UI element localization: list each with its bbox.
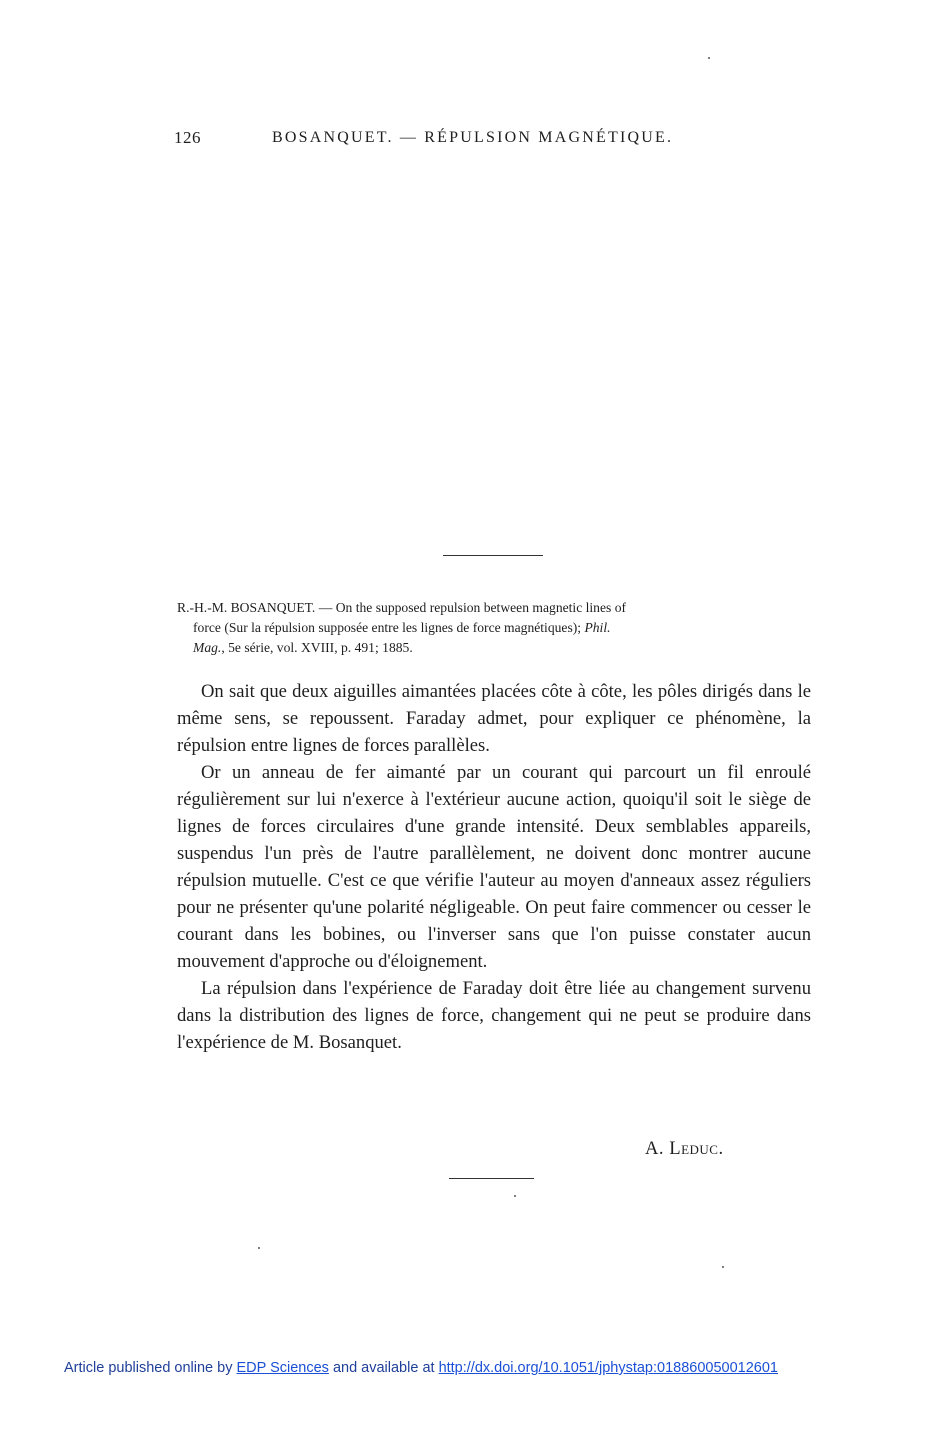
footer-middle: and available at	[332, 1360, 435, 1376]
journal-name-part2: Mag.	[193, 640, 222, 655]
print-speck	[708, 57, 710, 59]
paragraph: Or un anneau de fer aimanté par un courant qui parcourt un fil enroulé régulièrement sur lui n'exerce à l'extérieur aucune action, quoiqu'il soit le siège de lignes de forces circulaires d'une grande intensité. Deux semblables appareils, suspendus l'un près de l'autre parallèlement, ne doivent donc montrer aucune répulsion mutuelle. C'est ce que vérifie l'auteur au moyen d'anneaux assez réguliers pour ne présenter qu'une polarité négligeable. On peut faire commencer ou cesser le courant dans les bobines, ou l'inverser sans que l'on puisse constater aucun mouvement d'approche ou d'éloignement.	[177, 762, 811, 972]
bibliographic-reference	[177, 598, 813, 658]
page-number: 126	[174, 128, 201, 147]
author-signature	[645, 1138, 724, 1160]
print-speck	[514, 1195, 516, 1197]
running-head: BOSANQUET. — RÉPULSION MAGNÉTIQUE.	[272, 129, 674, 146]
doi-link[interactable]: http://dx.doi.org/10.1051/jphystap:018860050012601	[438, 1360, 778, 1376]
paragraph: La répulsion dans l'expérience de Faraday doit être liée au changement survenu dans la distribution des lignes de force, changement qui ne peut se produire dans l'expérience de M. Bosanquet.	[177, 978, 811, 1053]
print-speck	[258, 1247, 260, 1249]
print-speck	[722, 1266, 724, 1268]
section-rule-top	[443, 555, 543, 556]
article-body	[177, 678, 811, 1056]
reference-line-3-text: , 5e série, vol. XVIII, p. 491; 1885.	[221, 640, 413, 655]
paragraph: On sait que deux aiguilles aimantées placées côte à côte, les pôles dirigés dans le même sens, se repoussent. Faraday admet, pour expliquer ce phénomène, la répulsion entre lignes de forces parallèles.	[177, 681, 811, 756]
reference-line-2	[177, 618, 813, 638]
publication-footer	[64, 1360, 778, 1376]
reference-line-1: R.-H.-M. BOSANQUET. — On the supposed repulsion between magnetic lines of	[177, 600, 627, 615]
section-rule-bottom	[449, 1178, 534, 1179]
footer-prefix: Article published online by	[64, 1360, 233, 1376]
reference-line-3	[177, 638, 813, 658]
journal-name-part1: Phil.	[584, 620, 611, 635]
reference-line-2-text: force (Sur la répulsion supposée entre les lignes de force magnétiques);	[193, 620, 582, 635]
signature-text: A. Leduc.	[645, 1138, 724, 1159]
publisher-link[interactable]: EDP Sciences	[236, 1360, 329, 1376]
